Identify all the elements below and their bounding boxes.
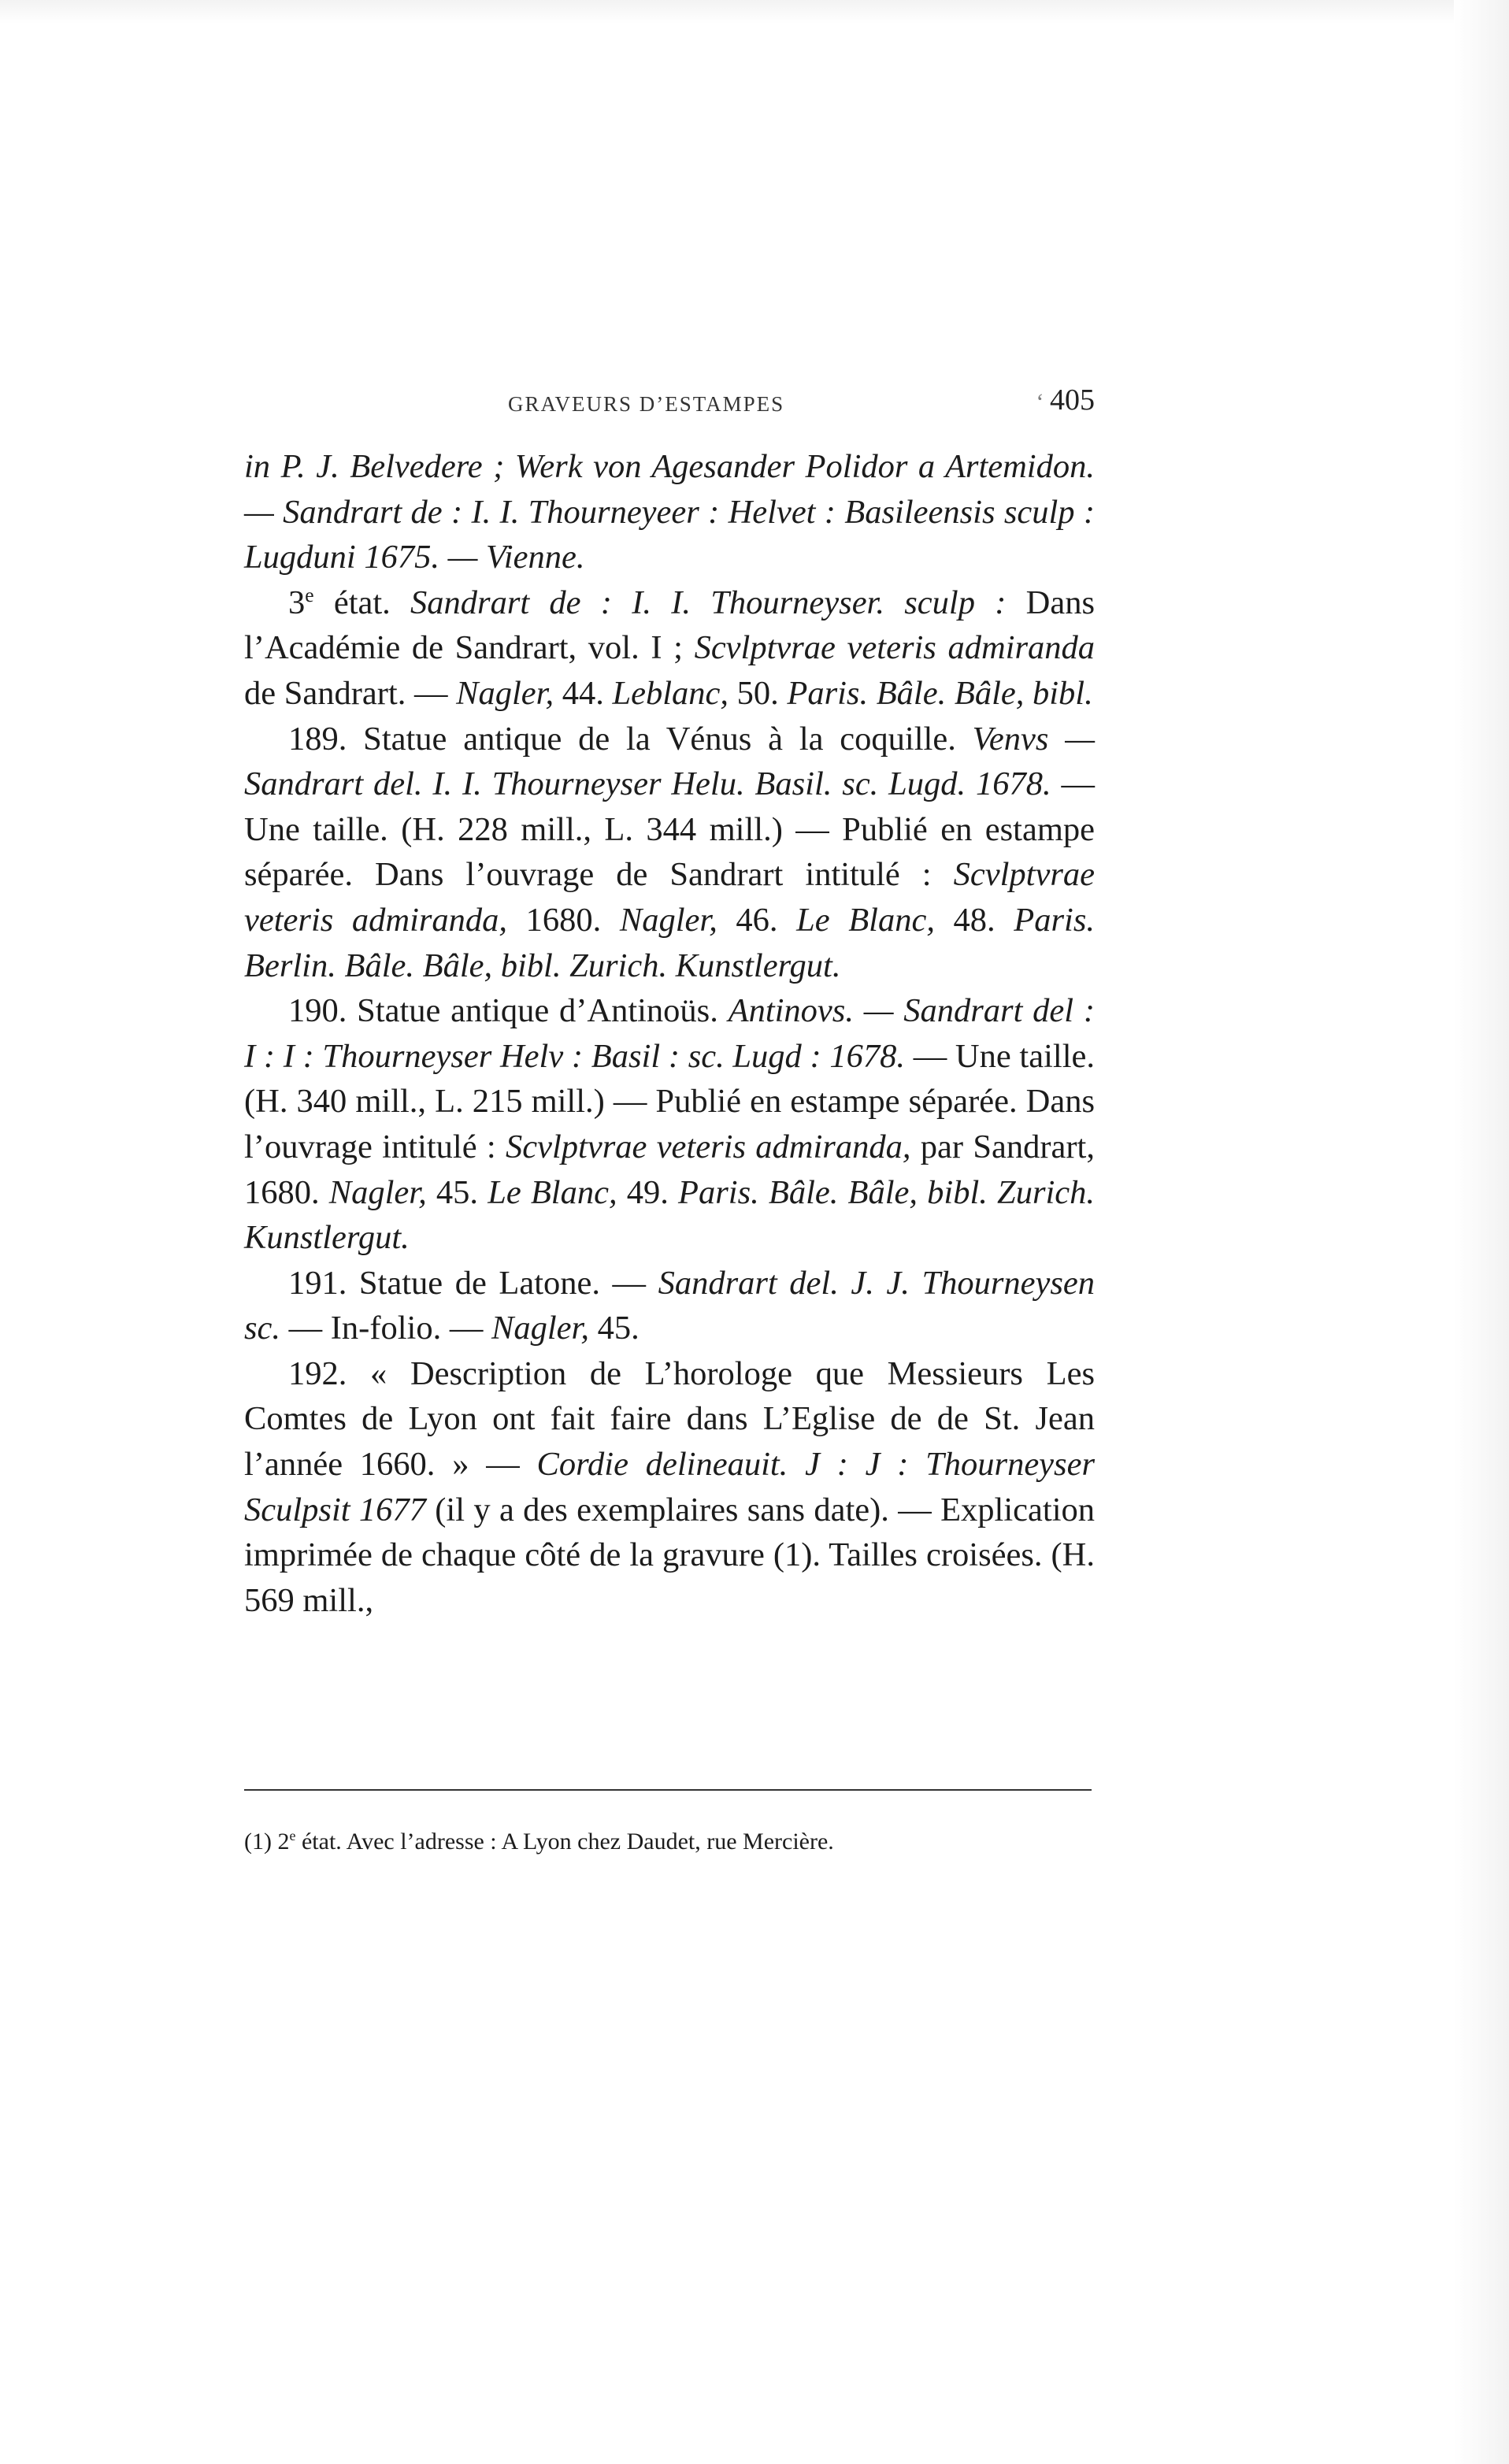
italic-run: Paris. Bâle. Bâle, bibl. bbox=[787, 674, 1093, 712]
footnote-rule bbox=[244, 1789, 1092, 1791]
entry-192 bbox=[244, 1351, 1095, 1624]
italic-run: Scvlptvrae veteris admiranda, bbox=[506, 1128, 911, 1165]
italic-run: Antinovs. — Sandrart del : I : I : Thourneyser Helv : Basil : sc. Lugd : 1678. bbox=[244, 992, 1095, 1075]
italic-run: Leblanc, bbox=[612, 674, 729, 712]
text-run: 3 bbox=[288, 584, 306, 621]
text-run: 189. Statue antique de la Vénus à la coquille. bbox=[288, 720, 973, 758]
text-run: 48. bbox=[934, 901, 1014, 939]
text-run: 49. bbox=[617, 1173, 679, 1211]
text-run: 192. « Description de L’horologe que Messieurs Les Comtes de Lyon ont fait faire dans L’Eglise de de St. Jean l’année 1660. » — bbox=[244, 1354, 1095, 1484]
italic-run: Nagler, bbox=[619, 901, 717, 939]
text-run: 50. bbox=[729, 674, 788, 712]
entry-189 bbox=[244, 717, 1095, 989]
italic-run: Paris. Berlin. Bâle. Bâle, bibl. Zurich. Kunstlergut. bbox=[244, 901, 1095, 984]
footnote bbox=[244, 1824, 1092, 1860]
italic-run: Scvlptvrae veteris admiranda, bbox=[244, 856, 1095, 939]
body-text bbox=[244, 444, 1095, 1623]
text-run: de Sandrart. — bbox=[244, 674, 457, 712]
italic-run: Cordie delineauit. J : J : Thourneyser Sculpsit 1677 bbox=[244, 1446, 1095, 1528]
scan-edge-right bbox=[1454, 0, 1509, 2464]
italic-run: Sandrart de : I. I. Thourneyser. sculp : bbox=[410, 584, 1007, 621]
running-title: GRAVEURS D’ESTAMPES bbox=[508, 392, 785, 416]
text-run: par Sandrart, 1680. bbox=[244, 1128, 1095, 1211]
italic-run: Sandrart del. J. J. Thourneysen sc. bbox=[244, 1264, 1096, 1347]
text-run: 45. bbox=[426, 1173, 488, 1211]
text-run: 190. Statue antique d’Antinoüs. bbox=[288, 992, 729, 1030]
italic-run: Scvlptvrae veteris admiranda bbox=[694, 629, 1095, 667]
scan-edge-top bbox=[0, 0, 1509, 24]
italic-run: Venvs — Sandrart del. I. I. Thourneyser Helu. Basil. sc. Lugd. 1678. bbox=[244, 720, 1096, 803]
text-run: état. bbox=[313, 584, 411, 621]
text-run: 45. bbox=[588, 1310, 640, 1347]
paragraph-third-state bbox=[244, 580, 1095, 717]
italic-run: Nagler, bbox=[456, 674, 554, 712]
superscript: e bbox=[289, 1828, 296, 1843]
italic-run: Paris. Bâle. Bâle, bibl. Zurich. Kunstlergut. bbox=[244, 1173, 1096, 1257]
page-number: ‘ 405 bbox=[1036, 383, 1096, 417]
italic-run: Nagler, bbox=[328, 1173, 427, 1211]
text-run: 191. Statue de Latone. — bbox=[288, 1264, 658, 1302]
entry-190 bbox=[244, 988, 1095, 1261]
footnote-marker: (1) 2 bbox=[244, 1829, 290, 1854]
text-run: (il y a des exemplaires sans date). — Explication imprimée de chaque côté de la gravure (1). Tailles croisées. (H. 569 mill., bbox=[244, 1491, 1096, 1619]
text-run: Dans l’Académie de Sandrart, vol. I ; bbox=[244, 584, 1095, 667]
text-run: 1680. bbox=[507, 901, 620, 939]
superscript: e bbox=[305, 583, 314, 606]
text-run: 44. bbox=[554, 674, 613, 712]
footnote-text: état. Avec l’adresse : A Lyon chez Daudet, rue Mercière. bbox=[295, 1829, 834, 1854]
italic-run: in P. J. Belvedere ; Werk von Agesander Polidor a Artemidon. — Sandrart de : I. I. Thourneyeer : Helvet : Basileensis sculp : Lugduni 1675. — Vienne. bbox=[244, 448, 1095, 576]
text-run: 46. bbox=[717, 901, 797, 939]
text-run: — In-folio. — bbox=[280, 1310, 491, 1347]
italic-run: Nagler, bbox=[491, 1310, 589, 1347]
text-run: — Une taille. (H. 228 mill., L. 344 mill.) — Publié en estampe séparée. Dans l’ouvrage de Sandrart intitulé : bbox=[244, 765, 1096, 894]
page-header bbox=[244, 383, 1095, 430]
italic-run: Le Blanc, bbox=[488, 1173, 617, 1211]
italic-run: Le Blanc, bbox=[796, 901, 935, 939]
text-run: — Une taille. (H. 340 mill., L. 215 mill.) — Publié en estampe séparée. Dans l’ouvrage intitulé : bbox=[244, 1037, 1096, 1165]
entry-191 bbox=[244, 1261, 1095, 1351]
paragraph-continuation bbox=[244, 444, 1095, 580]
